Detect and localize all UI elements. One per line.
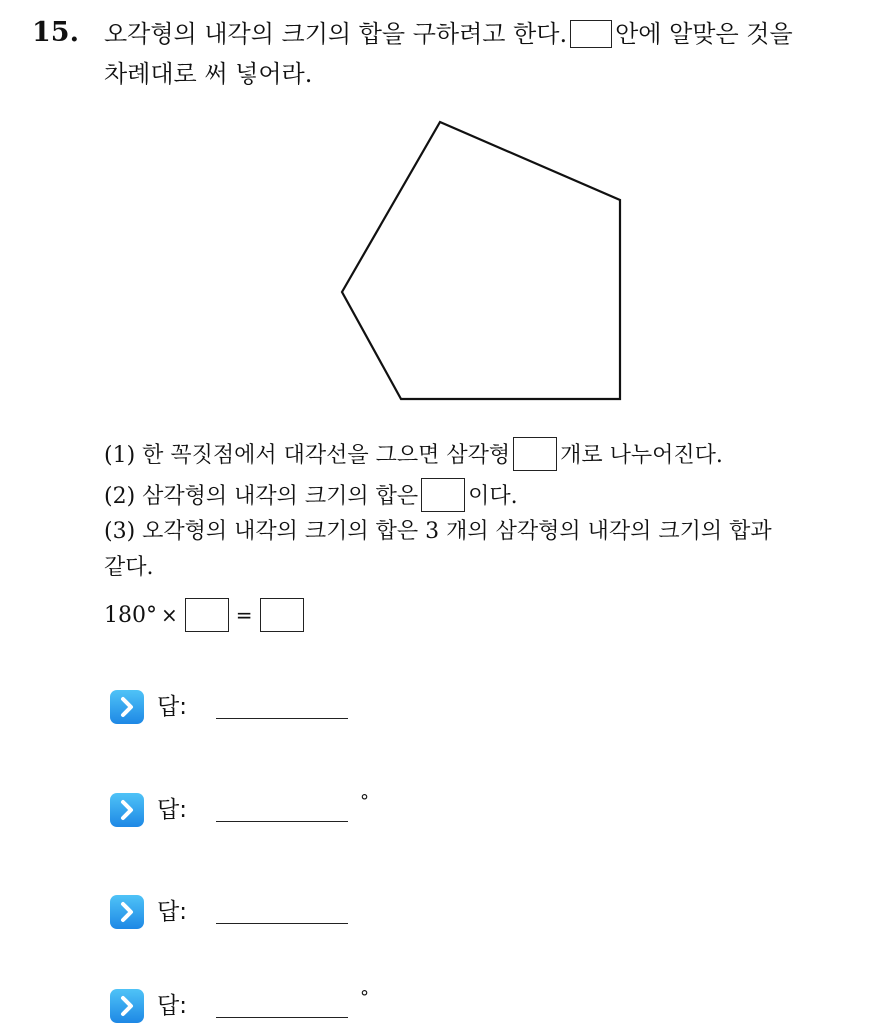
subquestion-3-line1: (3) 오각형의 내각의 크기의 합은 3 개의 삼각형의 내각의 크기의 합과 (104, 519, 772, 544)
answer-label: 답: (157, 694, 187, 720)
answer-label: 답: (157, 993, 187, 1019)
answer-unit: ° (360, 987, 369, 1008)
subquestion-3-line2: 같다. (104, 555, 154, 580)
equals-sign: = (235, 603, 253, 627)
subquestion-2-text: (2) 삼각형의 내각의 크기의 합은 (104, 484, 419, 509)
answer-blank[interactable] (216, 923, 348, 924)
answer-blank[interactable] (216, 1017, 348, 1018)
formula (104, 598, 307, 632)
chevron-right-icon (110, 793, 144, 827)
blank-box (513, 437, 557, 471)
pentagon-figure (0, 0, 884, 420)
chevron-right-icon (110, 989, 144, 1023)
question-text-line2: 차례대로 써 넣어라. (104, 60, 313, 88)
question-number: 15. (32, 17, 79, 48)
subquestion-1 (104, 437, 723, 472)
chevron-right-icon (110, 895, 144, 929)
blank-box (260, 598, 304, 632)
chevron-right-icon (110, 690, 144, 724)
blank-box (185, 598, 229, 632)
answer-blank[interactable] (216, 821, 348, 822)
formula-term: 180° (104, 602, 157, 628)
answer-row-1 (110, 688, 510, 728)
question-text-part2: 안에 알맞은 것을 (615, 20, 793, 48)
answer-label: 답: (157, 899, 187, 925)
subquestion-2 (104, 478, 518, 513)
answer-blank[interactable] (216, 718, 348, 719)
answer-label: 답: (157, 797, 187, 823)
answer-row-2 (110, 791, 510, 831)
blank-box (421, 478, 465, 512)
subquestion-2-text-end: 이다. (468, 484, 518, 509)
times-sign: × (161, 603, 178, 627)
answer-unit: ° (360, 791, 369, 812)
subquestion-1-text: (1) 한 꼭짓점에서 대각선을 그으면 삼각형 (104, 443, 511, 468)
answer-row-3 (110, 893, 510, 933)
answer-row-4 (110, 987, 510, 1027)
question-text-part1: 오각형의 내각의 크기의 합을 구하려고 한다. (104, 20, 568, 48)
pentagon-shape (342, 122, 620, 399)
subquestion-1-text-end: 개로 나누어진다. (560, 443, 723, 468)
